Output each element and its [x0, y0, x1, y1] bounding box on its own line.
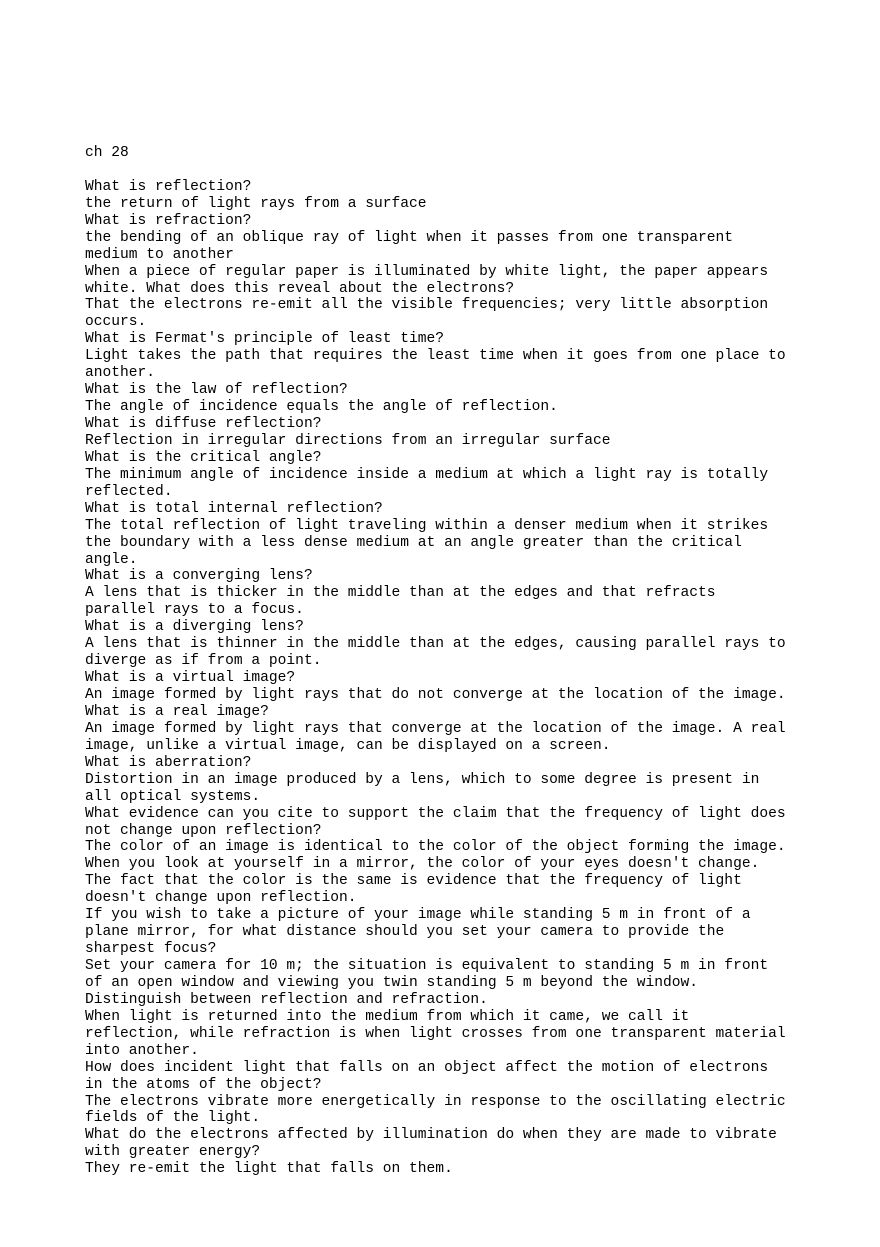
text-line: Distortion in an image produced by a lens, which to some degree is present in: [85, 771, 760, 788]
text-line: What is aberration?: [85, 754, 252, 771]
text-line: Light takes the path that requires the least time when it goes from one place to: [85, 348, 786, 365]
text-line: What is a real image?: [85, 703, 269, 720]
text-line: [85, 162, 815, 179]
text-line: the return of light rays from a surface: [85, 195, 427, 212]
text-line: How does incident light that falls on an object affect the motion of electrons: [85, 1059, 769, 1076]
text-line: not change upon reflection?: [85, 822, 322, 839]
text-line: diverge as if from a point.: [85, 653, 322, 670]
text-line: the bending of an oblique ray of light when it passes from one transparent: [85, 229, 734, 246]
text-line: occurs.: [85, 314, 147, 331]
text-line: angle.: [85, 551, 138, 568]
text-line: fields of the light.: [85, 1110, 261, 1127]
document-title: ch 28: [85, 145, 129, 161]
text-line: The electrons vibrate more energetically in response to the oscillating electric: [85, 1093, 786, 1110]
text-line: What is a virtual image?: [85, 670, 296, 687]
text-line: A lens that is thinner in the middle than at the edges, causing parallel rays to: [85, 636, 786, 653]
text-line: The total reflection of light traveling within a denser medium when it strikes: [85, 517, 769, 534]
text-line: image, unlike a virtual image, can be displayed on a screen.: [85, 737, 611, 754]
text-line: The minimum angle of incidence inside a medium at which a light ray is totally: [85, 466, 769, 483]
text-line: What is reflection?: [85, 178, 252, 195]
text-line: of an open window and viewing you twin standing 5 m beyond the window.: [85, 974, 699, 991]
text-line: What is a converging lens?: [85, 568, 313, 585]
text-line: Reflection in irregular directions from an irregular surface: [85, 432, 611, 449]
text-line: in the atoms of the object?: [85, 1076, 322, 1093]
text-line: What do the electrons affected by illumination do when they are made to vibrate: [85, 1127, 777, 1144]
text-line: with greater energy?: [85, 1144, 261, 1161]
text-line: That the electrons re-emit all the visible frequencies; very little absorption: [85, 297, 769, 314]
text-line: A lens that is thicker in the middle than at the edges and that refracts: [85, 585, 716, 602]
text-line: The angle of incidence equals the angle of reflection.: [85, 399, 558, 416]
text-line: They re-emit the light that falls on them.: [85, 1161, 453, 1178]
text-line: What is total internal reflection?: [85, 500, 383, 517]
text-line: What is a diverging lens?: [85, 619, 304, 636]
text-line: The fact that the color is the same is evidence that the frequency of light: [85, 873, 742, 890]
text-line: What is Fermat's principle of least time?: [85, 331, 445, 348]
text-line: plane mirror, for what distance should you set your camera to provide the: [85, 924, 725, 941]
text-line: into another.: [85, 1042, 199, 1059]
text-line: parallel rays to a focus.: [85, 602, 304, 619]
text-line: What is the critical angle?: [85, 449, 322, 466]
text-line: An image formed by light rays that do not converge at the location of the image.: [85, 687, 786, 703]
text-line: all optical systems.: [85, 788, 261, 805]
text-line: What is the law of reflection?: [85, 382, 348, 399]
text-line: What is diffuse reflection?: [85, 416, 322, 432]
text-line: What is refraction?: [85, 212, 252, 229]
text-line: white. What does this reveal about the electrons?: [85, 280, 515, 297]
text-line: doesn't change upon reflection.: [85, 890, 357, 907]
text-line: Distinguish between reflection and refraction.: [85, 991, 488, 1008]
text-line: An image formed by light rays that converge at the location of the image. A real: [85, 720, 786, 737]
text-line: When a piece of regular paper is illuminated by white light, the paper appears: [85, 263, 769, 280]
text-line: When you look at yourself in a mirror, the color of your eyes doesn't change.: [85, 856, 760, 873]
document-text: [85, 145, 815, 1178]
text-line: reflection, while refraction is when light crosses from one transparent material: [85, 1025, 786, 1042]
text-line: sharpest focus?: [85, 941, 217, 958]
text-line: Set your camera for 10 m; the situation is equivalent to standing 5 m in front: [85, 958, 769, 974]
text-line: What evidence can you cite to support the claim that the frequency of light does: [85, 805, 786, 822]
text-line: the boundary with a less dense medium at an angle greater than the critical: [85, 534, 742, 551]
text-line: When light is returned into the medium from which it came, we call it: [85, 1008, 690, 1025]
text-line: reflected.: [85, 483, 173, 500]
text-line: medium to another: [85, 246, 234, 263]
text-line: another.: [85, 365, 156, 382]
text-line: The color of an image is identical to the color of the object forming the image.: [85, 839, 786, 856]
text-line: If you wish to take a picture of your image while standing 5 m in front of a: [85, 907, 751, 924]
